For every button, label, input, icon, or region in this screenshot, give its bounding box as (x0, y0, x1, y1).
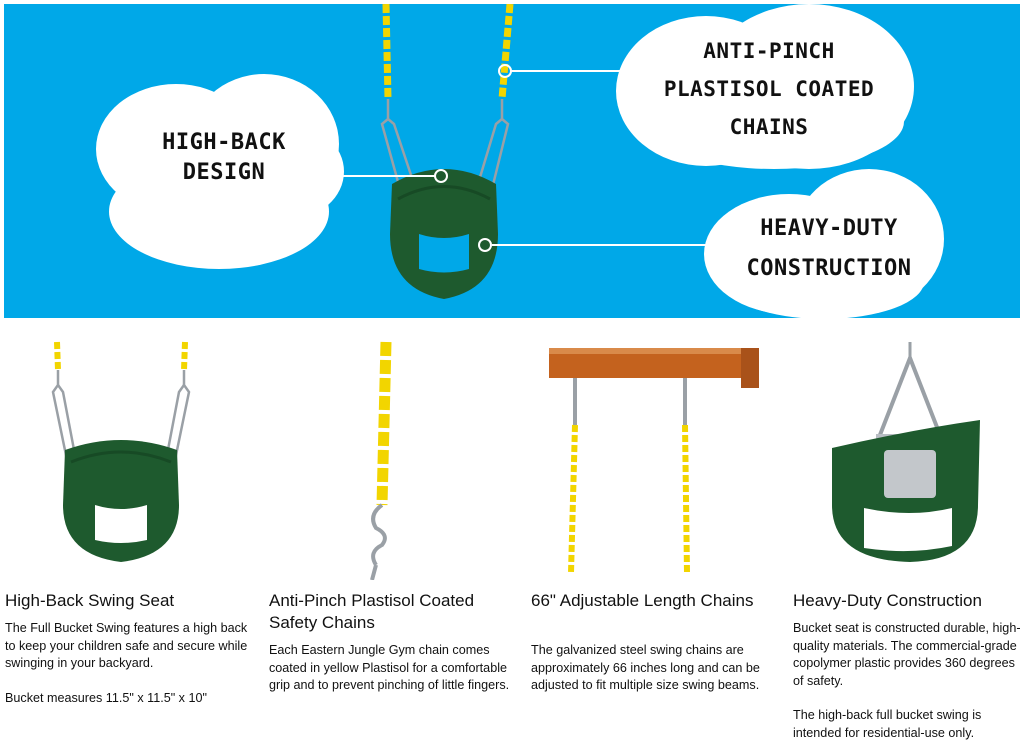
connector-dot-high-back (434, 169, 448, 183)
feature-text-heavy-duty-2: The high-back full bucket swing is intended for residential-use only. (793, 708, 982, 740)
hero-swing-image (374, 4, 524, 304)
swing-seat-angled-image (792, 330, 1024, 580)
plastisol-chain-image (268, 330, 518, 580)
feature-heavy-duty (792, 330, 1024, 584)
feature-text-heavy-duty-1: Bucket seat is constructed durable, high-quality materials. The commercial-grade copolymer plastic provides 360 degrees of safety. (793, 621, 1021, 688)
feature-body-adjustable-length (531, 642, 776, 695)
connector-anti-pinch (510, 70, 622, 72)
callout-anti-pinch-line1: ANTI-PINCH (703, 39, 835, 63)
connector-dot-heavy-duty (478, 238, 492, 252)
callout-anti-pinch-line3: CHAINS (729, 115, 809, 139)
connector-high-back (336, 175, 436, 177)
callout-anti-pinch-line2: PLASTISOL COATED (663, 77, 875, 101)
callout-high-back-line1: HIGH-BACK (162, 130, 286, 155)
feature-high-back (5, 330, 255, 584)
feature-body-anti-pinch (269, 642, 514, 695)
connector-dot-anti-pinch (498, 64, 512, 78)
feature-text-adjustable-length-1: The galvanized steel swing chains are approximately 66 inches long and can be adjusted to fit multiple size swing beams. (531, 643, 760, 692)
hero-banner (4, 4, 1020, 318)
feature-body-heavy-duty (793, 620, 1021, 742)
connector-heavy-duty (492, 244, 712, 246)
feature-text-high-back-2: Bucket measures 11.5" x 11.5" x 10" (5, 690, 207, 705)
feature-title-high-back: High-Back Swing Seat (5, 591, 175, 610)
callout-heavy-duty-line2: CONSTRUCTION (746, 256, 912, 281)
feature-anti-pinch (268, 330, 518, 584)
chains-beam-image (531, 330, 781, 580)
feature-adjustable-length (531, 330, 781, 584)
callout-heavy-duty-line1: HEAVY-DUTY (760, 216, 898, 241)
callout-high-back-line2: DESIGN (182, 159, 266, 185)
feature-text-anti-pinch-1: Each Eastern Jungle Gym chain comes coated in yellow Plastisol for a comfortable grip and to prevent pinching of little fingers. (269, 643, 510, 692)
feature-title-anti-pinch: Anti-Pinch Plastisol Coated Safety Chains (269, 591, 475, 632)
feature-body-high-back (5, 620, 250, 707)
feature-title-adjustable-length: 66" Adjustable Length Chains (531, 591, 754, 610)
swing-seat-front-image (5, 330, 255, 580)
feature-title-heavy-duty: Heavy-Duty Construction (793, 591, 982, 610)
feature-text-high-back-1: The Full Bucket Swing features a high back to keep your children safe and secure while swinging in your backyard. (5, 621, 248, 670)
